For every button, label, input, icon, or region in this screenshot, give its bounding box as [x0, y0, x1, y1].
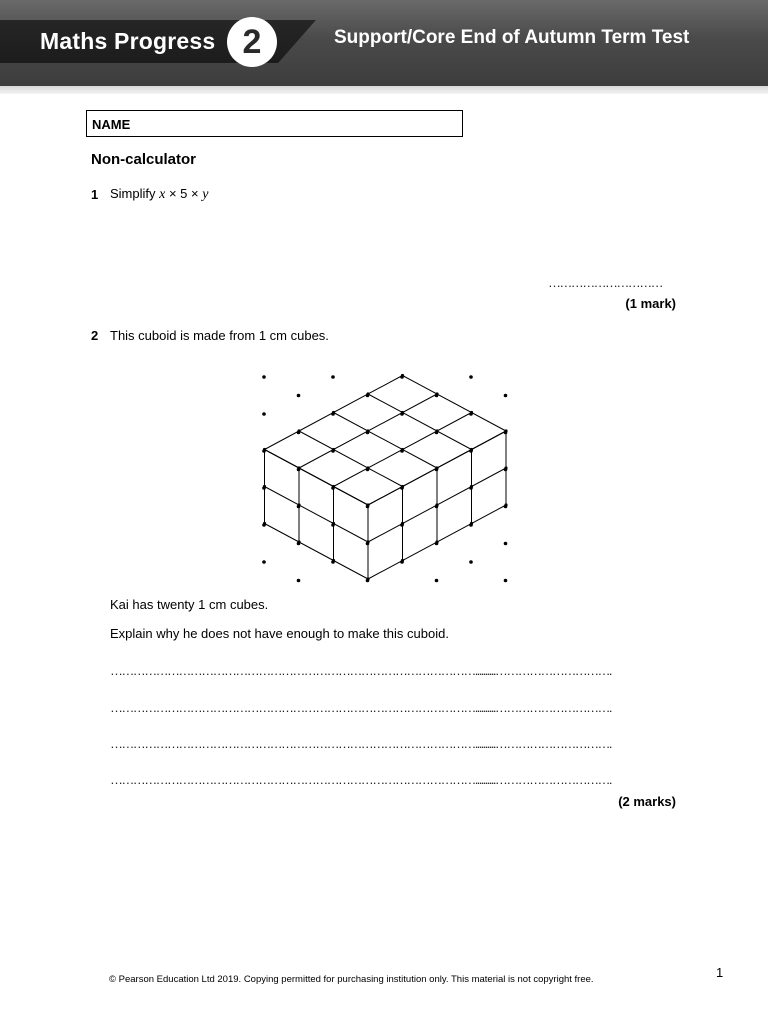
- cuboid-vertex: [401, 485, 404, 488]
- section-title: Non-calculator: [91, 151, 197, 168]
- copyright-footer: © Pearson Education Ltd 2019. Copying permitted for purchasing institution only. This material is not copyright free.: [109, 974, 594, 985]
- cuboid-vertex: [297, 540, 300, 543]
- question-2-number: 2: [91, 328, 99, 343]
- cuboid-edge: [334, 413, 438, 469]
- question-1-answer-line[interactable]: …………………………: [548, 275, 663, 290]
- cuboid-vertex: [470, 522, 473, 525]
- cuboid-vertex: [401, 559, 404, 562]
- variable-x: x: [159, 187, 166, 202]
- question-1-text: Simplify x × 5 × y: [110, 186, 209, 202]
- name-field[interactable]: [86, 110, 463, 137]
- cuboid-vertex: [504, 466, 507, 469]
- grid-dot: [262, 375, 266, 379]
- cuboid-edge: [403, 376, 507, 432]
- cuboid-vertex: [332, 559, 335, 562]
- cuboid-vertex: [263, 522, 266, 525]
- question-2-marks: (2 marks): [618, 794, 676, 809]
- cuboid-vertex: [435, 540, 438, 543]
- grid-dot: [297, 579, 301, 583]
- cuboid-vertex: [366, 392, 369, 395]
- cuboid-vertex: [332, 448, 335, 451]
- grid-dot: [331, 375, 335, 379]
- cuboid-vertex: [401, 522, 404, 525]
- cuboid-edge: [265, 450, 369, 506]
- question-2-text: This cuboid is made from 1 cm cubes.: [110, 328, 329, 343]
- cuboid-vertex: [297, 429, 300, 432]
- question-2-answer-line-3[interactable]: ……………………………………………………………………………………..........………………………….: [110, 736, 611, 751]
- name-label: NAME: [92, 117, 131, 132]
- cuboid-vertex: [332, 522, 335, 525]
- header-rule: [0, 86, 768, 94]
- cuboid-vertex: [504, 503, 507, 506]
- cuboid-edge: [265, 524, 369, 580]
- question-2-answer-line-1[interactable]: ……………………………………………………………………………………..........………………………….: [110, 663, 611, 678]
- cuboid-edge: [368, 394, 472, 450]
- cuboid-vertex: [297, 503, 300, 506]
- grid-dot: [262, 412, 266, 416]
- grid-dot: [504, 394, 508, 398]
- cuboid-vertex: [332, 485, 335, 488]
- cuboid-vertex: [435, 466, 438, 469]
- cuboid-lines: [265, 376, 507, 580]
- cuboid-vertex: [435, 392, 438, 395]
- cuboid-vertex: [366, 540, 369, 543]
- cuboid-vertex: [263, 485, 266, 488]
- question-2-line-2: Explain why he does not have enough to make this cuboid.: [110, 626, 449, 641]
- page-number: 1: [716, 965, 724, 980]
- brand-level-badge: 2: [227, 17, 277, 67]
- cuboid-vertex: [435, 503, 438, 506]
- cuboid-vertex: [470, 411, 473, 414]
- cuboid-vertex: [504, 429, 507, 432]
- cuboid-vertex: [401, 411, 404, 414]
- question-2-answer-line-4[interactable]: ……………………………………………………………………………………..........………………………….: [110, 772, 611, 787]
- question-1-number: 1: [91, 187, 99, 202]
- cuboid-vertex: [470, 485, 473, 488]
- test-title: Support/Core End of Autumn Term Test: [334, 27, 690, 48]
- question-1-marks: (1 mark): [625, 296, 676, 311]
- cuboid-vertex: [366, 429, 369, 432]
- cuboid-vertex: [366, 503, 369, 506]
- cuboid-vertex: [470, 448, 473, 451]
- cuboid-vertex: [401, 374, 404, 377]
- grid-dot: [435, 579, 439, 583]
- grid-dot: [469, 560, 473, 564]
- cuboid-vertex: [297, 466, 300, 469]
- cuboid-figure: [254, 350, 510, 586]
- grid-dot: [504, 542, 508, 546]
- cuboid-edge: [265, 487, 369, 543]
- grid-dot: [469, 375, 473, 379]
- grid-dot: [297, 394, 301, 398]
- cuboid-edge: [299, 431, 403, 487]
- question-2-answer-line-2[interactable]: ……………………………………………………………………………………..........………………………….: [110, 700, 611, 715]
- brand-name: Maths Progress: [40, 28, 216, 54]
- grid-dot: [504, 579, 508, 583]
- cuboid-vertex: [401, 448, 404, 451]
- cuboid-vertex: [263, 448, 266, 451]
- variable-y: y: [202, 187, 209, 202]
- question-2-line-1: Kai has twenty 1 cm cubes.: [110, 597, 269, 612]
- cuboid-vertex: [366, 577, 369, 580]
- cuboid-vertex: [435, 429, 438, 432]
- cuboid-vertex: [366, 466, 369, 469]
- grid-dot: [262, 560, 266, 564]
- cuboid-vertex: [332, 411, 335, 414]
